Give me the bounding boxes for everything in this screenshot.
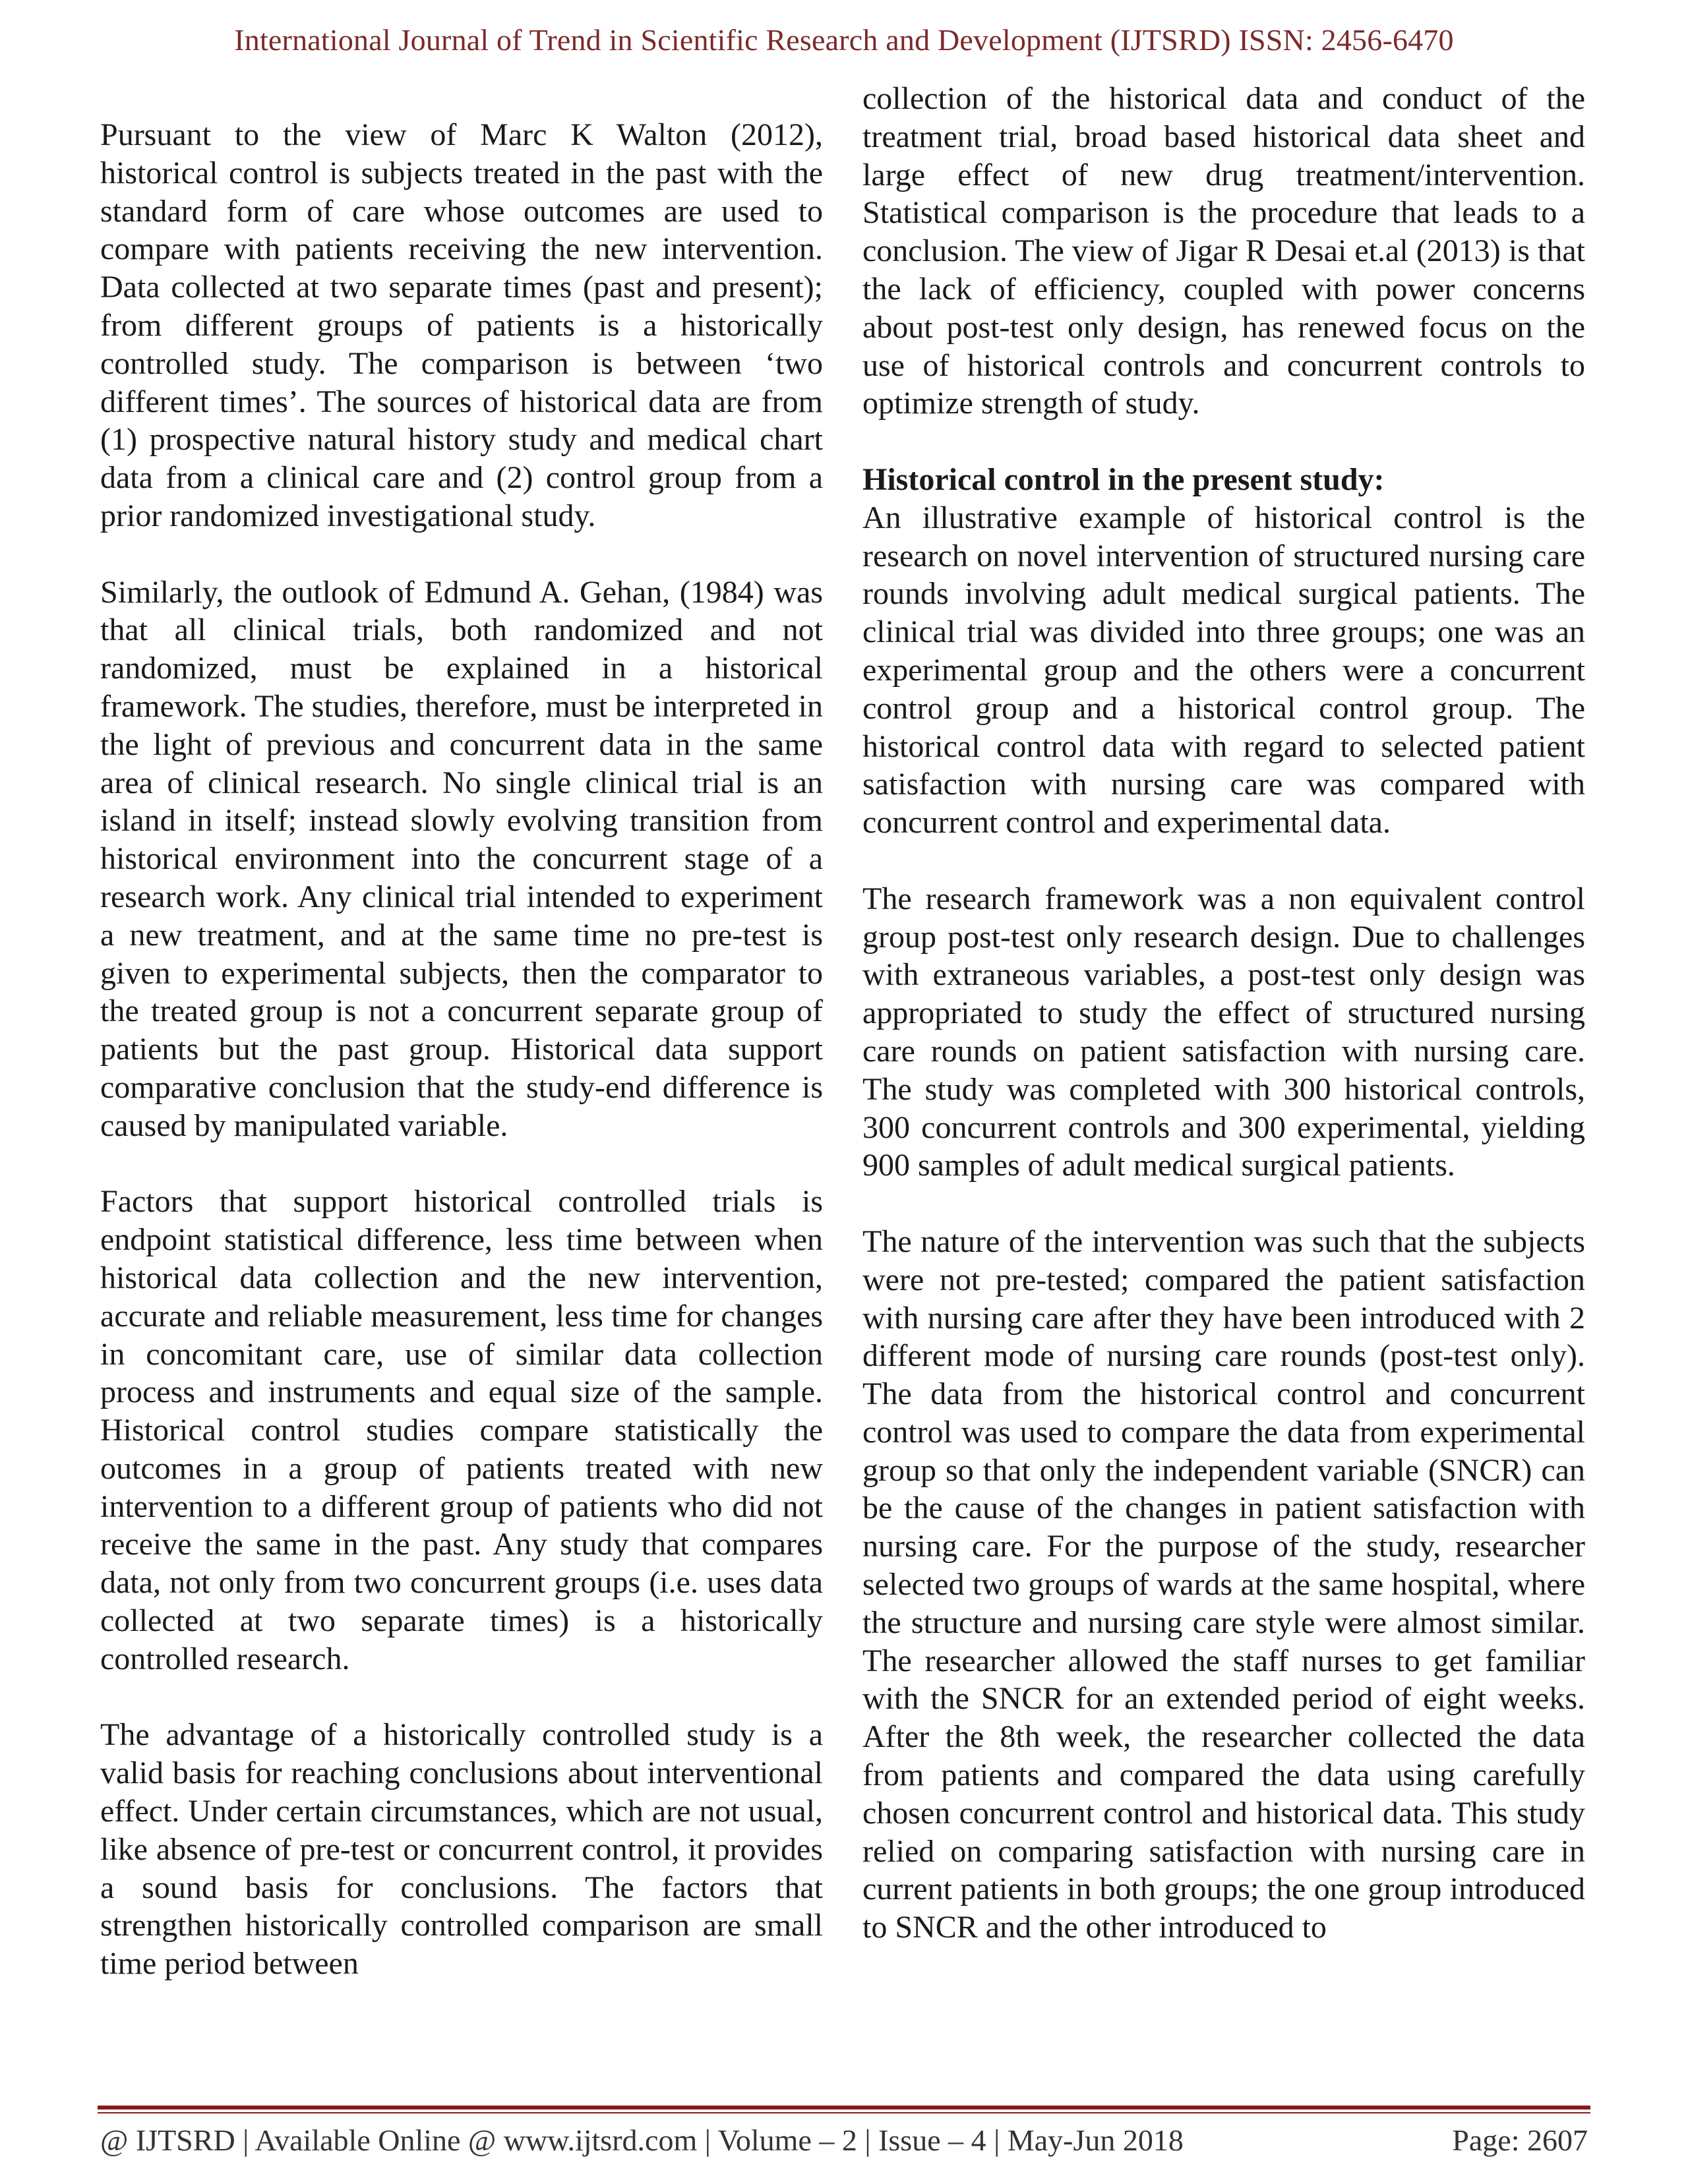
right-column: [862, 80, 1585, 1947]
section-heading: Historical control in the present study:: [862, 461, 1385, 497]
footer-rule: [98, 2106, 1590, 2110]
page-number: Page: 2607: [1452, 2123, 1588, 2157]
footer-rule-thin: [98, 2112, 1590, 2113]
paragraph: collection of the historical data and conduct of the treatment trial, broad based historical data sheet and large effect of new drug treatment/intervention. Statistical comparison is the procedure that leads to a conclusion. The view of Jigar R Desai et.al (2013) is that the lack of efficiency, coupled with power concerns about post-test only design, has renewed focus on the use of historical controls and concurrent controls to optimize strength of study.: [862, 81, 1585, 421]
paragraph: The research framework was a non equivalent control group post-test only research design. Due to challenges with extraneous variables, a post-test only design was appropriated to study the effect of structured nursing care rounds on patient satisfaction with nursing care. The study was completed with 300 historical controls, 300 concurrent controls and 300 experimental, yielding 900 samples of adult medical surgical patients.: [862, 881, 1585, 1183]
left-column: [100, 116, 823, 1983]
paragraph: Similarly, the outlook of Edmund A. Gehan, (1984) was that all clinical trials, both randomized and not randomized, must be explained in a historical framework. The studies, therefore, must be interpreted in the light of previous and concurrent data in the same area of clinical research. No single clinical trial is an island in itself; instead slowly evolving transition from historical environment into the concurrent stage of a research work. Any clinical trial intended to experiment a new treatment, and at the same time no pre-test is given to experimental subjects, then the comparator to the treated group is not a concurrent separate group of patients but the past group. Historical data support comparative conclusion that the study-end difference is caused by manipulated variable.: [100, 574, 823, 1143]
footer-citation: @ IJTSRD | Available Online @ www.ijtsrd.com | Volume – 2 | Issue – 4 | May-Jun 2018: [100, 2123, 1184, 2157]
paragraph: An illustrative example of historical control is the research on novel intervention of structured nursing care rounds involving adult medical surgical patients. The clinical trial was divided into three groups; one was an experimental group and the others were a concurrent control group and a historical control group. The historical control data with regard to selected patient satisfaction with nursing care was compared with concurrent control and experimental data.: [862, 500, 1585, 841]
journal-header: International Journal of Trend in Scientific Research and Development (IJTSRD) ISSN: 2456-6470: [234, 23, 1454, 57]
paragraph: Factors that support historical controlled trials is endpoint statistical difference, less time between when historical data collection and the new intervention, accurate and reliable measurement, less time for changes in concomitant care, use of similar data collection process and instruments and equal size of the sample. Historical control studies compare statistically the outcomes in a group of patients treated with new intervention to a different group of patients who did not receive the same in the past. Any study that compares data, not only from two concurrent groups (i.e. uses data collected at two separate times) is a historically controlled research.: [100, 1184, 823, 1676]
paragraph: Pursuant to the view of Marc K Walton (2012), historical control is subjects treated in the past with the standard form of care whose outcomes are used to compare with patients receiving the new intervention. Data collected at two separate times (past and present); from different groups of patients is a historically controlled study. The comparison is between ‘two different times’. The sources of historical data are from (1) prospective natural history study and medical chart data from a clinical care and (2) control group from a prior randomized investigational study.: [100, 117, 823, 533]
paragraph: The advantage of a historically controlled study is a valid basis for reaching conclusions about interventional effect. Under certain circumstances, which are not usual, like absence of pre-test or concurrent control, it provides a sound basis for conclusions. The factors that strengthen historically controlled comparison are small time period between: [100, 1717, 823, 1982]
paragraph: The nature of the intervention was such that the subjects were not pre-tested; compared the patient satisfaction with nursing care after they have been introduced with 2 different mode of nursing care rounds (post-test only). The data from the historical control and concurrent control was used to compare the data from experimental group so that only the independent variable (SNCR) can be the cause of the changes in patient satisfaction with nursing care. For the purpose of the study, researcher selected two groups of wards at the same hospital, where the structure and nursing care style were almost similar. The researcher allowed the staff nurses to get familiar with the SNCR for an extended period of eight weeks. After the 8th week, the researcher collected the data from patients and compared the data using carefully chosen concurrent control and historical data. This study relied on comparing satisfaction with nursing care in current patients in both groups; the one group introduced to SNCR and the other introduced to: [862, 1224, 1585, 1945]
